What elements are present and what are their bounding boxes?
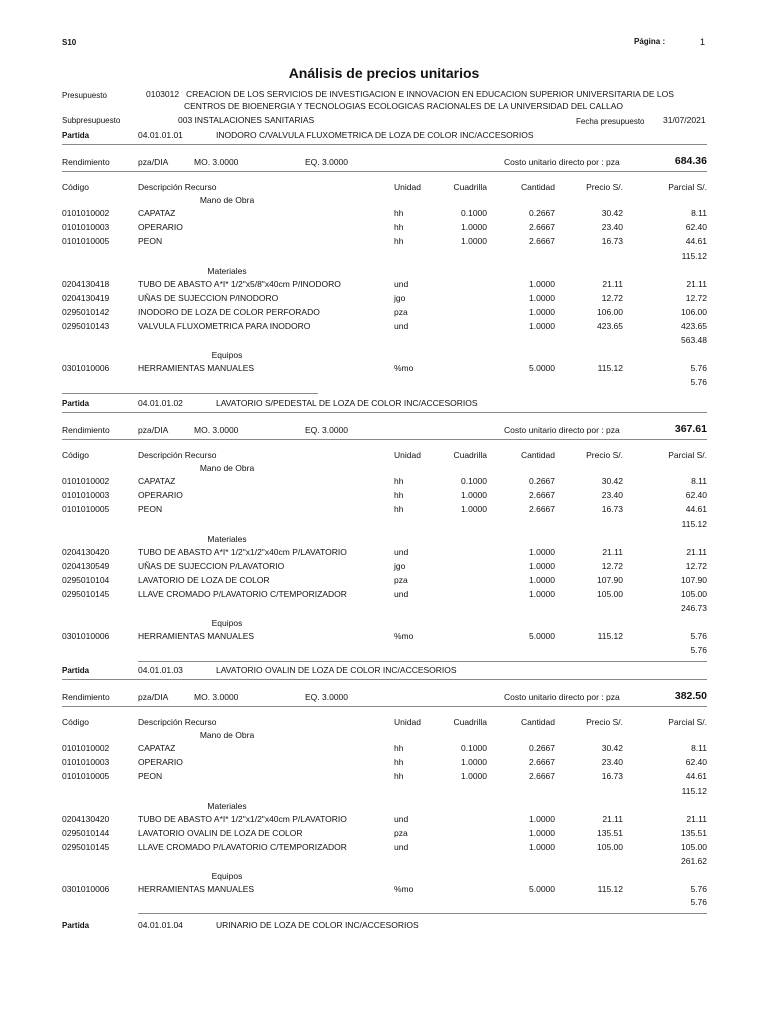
- partida-3-mat-row-3-description: LLAVE CROMADO P/LAVATORIO C/TEMPORIZADOR: [138, 842, 347, 852]
- partida-3-mat-row-3-code: 0295010145: [62, 842, 110, 852]
- partida-1-mo-row-2-unit: hh: [394, 222, 404, 233]
- partida-1-mo-row-3-cuadrilla: 1.0000: [461, 236, 487, 247]
- partida-2-mano-obra-title: Mano de Obra: [199, 463, 255, 473]
- partida-1-mat-row-1-code: 0204130418: [62, 278, 110, 289]
- partida-2-mo-row-3-cantidad: 2.6667: [529, 504, 555, 515]
- software-label: S10: [62, 38, 77, 47]
- partida-4-label: Partida: [62, 921, 90, 930]
- partida-3-mo-row-1-parcial: 8.11: [691, 743, 707, 753]
- partida-1-mo-row-1-description: CAPATAZ: [138, 208, 176, 218]
- partida-1-mat-row-2-parcial: 12.72: [685, 292, 707, 303]
- partida-3-mat-subtotal: 261.62: [681, 856, 707, 867]
- partida-3-eq-row-1-unit: %mo: [394, 884, 414, 895]
- partida-1-mat-row-4-precio: 423.65: [597, 321, 623, 332]
- partida-3-separator: [62, 679, 707, 680]
- partida-2-mo-row-2-precio: 23.40: [601, 490, 623, 501]
- partida-1-eq-row-1-code: 0301010006: [62, 363, 110, 374]
- partida-3-col-descripcion: Descripción Recurso: [138, 717, 217, 727]
- partida-1-col-unidad: Unidad: [394, 182, 421, 192]
- partida-1-end-separator: [62, 393, 318, 394]
- partida-1-mat-row-4-parcial: 423.65: [681, 321, 707, 332]
- partida-3-mat-row-2-description: LAVATORIO OVALIN DE LOZA DE COLOR: [138, 827, 303, 838]
- partida-2-mat-row-4-cantidad: 1.0000: [529, 589, 555, 600]
- page-label: Página :: [634, 37, 666, 46]
- partida-2-mat-row-3-cantidad: 1.0000: [529, 575, 555, 585]
- partida-2-eq-row-1-parcial: 5.76: [690, 631, 707, 642]
- partida-2-eq: EQ. 3.0000: [305, 425, 349, 435]
- partida-1-description: INODORO C/VALVULA FLUXOMETRICA DE LOZA DE COLOR INC/ACCESORIOS: [216, 130, 534, 140]
- partida-3-mo-row-2-parcial: 62.40: [685, 757, 707, 768]
- partida-2-mat-row-1-precio: 21.11: [602, 546, 623, 557]
- partida-2-mat-row-1-unit: und: [394, 546, 409, 557]
- partida-2-mat-row-4-code: 0295010145: [62, 589, 110, 600]
- partida-2-mat-row-4-description: LLAVE CROMADO P/LAVATORIO C/TEMPORIZADOR: [138, 589, 347, 600]
- partida-1-col-parcial: Parcial S/.: [668, 182, 707, 192]
- partida-1-mo-row-1-precio: 30.42: [601, 208, 623, 218]
- partida-3-description: LAVATORIO OVALIN DE LOZA DE COLOR INC/ACCESORIOS: [216, 665, 457, 675]
- partida-1-eq-row-1-precio: 115.12: [597, 363, 623, 374]
- subpresupuesto-value: 003 INSTALACIONES SANITARIAS: [178, 115, 315, 125]
- partida-1-mat-row-1-parcial: 21.11: [686, 278, 707, 289]
- partida-3-mo-row-2-unit: hh: [394, 757, 404, 768]
- partida-2-mo-row-1-parcial: 8.11: [691, 476, 707, 486]
- partida-1-separator: [62, 144, 707, 145]
- partida-1-mo-row-3-parcial: 44.61: [685, 236, 707, 247]
- partida-2-mat-row-3-precio: 107.90: [597, 575, 623, 585]
- partida-3-col-unidad: Unidad: [394, 717, 421, 727]
- partida-3-mat-row-1-parcial: 21.11: [686, 813, 707, 824]
- partida-2-mo-row-1-cantidad: 0.2667: [529, 476, 555, 486]
- partida-1-mat-row-3-unit: pza: [394, 307, 408, 317]
- partida-2-mo-row-3-cuadrilla: 1.0000: [461, 504, 487, 515]
- partida-2-mo-row-1-code: 0101010002: [62, 476, 110, 486]
- partida-2-col-codigo: Código: [62, 450, 89, 460]
- presupuesto-code: 0103012: [146, 89, 180, 99]
- partida-2-mat-row-3-description: LAVATORIO DE LOZA DE COLOR: [138, 575, 270, 585]
- partida-3-mo-row-2-precio: 23.40: [601, 757, 623, 768]
- partida-1-eq-subtotal: 5.76: [690, 376, 707, 387]
- partida-1-costo-label: Costo unitario directo por : pza: [504, 157, 620, 167]
- partida-3-mo-row-2-code: 0101010003: [62, 757, 110, 768]
- partida-2-mo-row-2-description: OPERARIO: [138, 490, 183, 501]
- partida-2-mat-row-1-parcial: 21.11: [686, 546, 707, 557]
- partida-2-mo-row-1-precio: 30.42: [601, 476, 623, 486]
- presupuesto-line-2: CENTROS DE BIOENERGIA Y TECNOLOGIAS ECOLOGICAS RACIONALES DE LA UNIVERSIDAD DEL CALLAO: [184, 101, 623, 111]
- partida-1-mo-row-3-unit: hh: [394, 236, 404, 247]
- partida-3-end-separator: [138, 913, 707, 914]
- partida-2-mat-row-1-cantidad: 1.0000: [529, 546, 555, 557]
- partida-1-mat-row-2-code: 0204130419: [62, 292, 110, 303]
- partida-2-col-descripcion: Descripción Recurso: [138, 450, 217, 460]
- partida-2-mat-row-3-code: 0295010104: [62, 575, 110, 585]
- partida-1-mat-row-3-description: INODORO DE LOZA DE COLOR PERFORADO: [138, 307, 320, 317]
- partida-3-mat-row-2-parcial: 135.51: [681, 827, 707, 838]
- partida-3-mat-row-2-unit: pza: [394, 827, 408, 838]
- partida-2-mo-subtotal: 115.12: [681, 518, 707, 529]
- partida-1-mo-row-2-cantidad: 2.6667: [529, 222, 555, 233]
- partida-1-mat-subtotal: 563.48: [681, 335, 707, 346]
- partida-3-eq-row-1-description: HERRAMIENTAS MANUALES: [138, 884, 255, 895]
- partida-3-mat-row-2-precio: 135.51: [597, 827, 623, 838]
- partida-1-mat-row-4-code: 0295010143: [62, 321, 110, 332]
- partida-1-mat-row-2-description: UÑAS DE SUJECCION P/INODORO: [138, 292, 279, 303]
- partida-1-mo-row-3-precio: 16.73: [601, 236, 623, 247]
- partida-2-code: 04.01.01.02: [138, 398, 183, 408]
- partida-1-materiales-title: Materiales: [207, 265, 247, 276]
- partida-2-description: LAVATORIO S/PEDESTAL DE LOZA DE COLOR INC/ACCESORIOS: [216, 398, 478, 408]
- partida-3-mat-row-2-cantidad: 1.0000: [529, 827, 555, 838]
- partida-2-mat-row-2-parcial: 12.72: [685, 560, 707, 571]
- partida-1-col-precio: Precio S/.: [586, 182, 623, 192]
- partida-1-mat-row-3-cantidad: 1.0000: [529, 307, 555, 317]
- partida-2-mo-row-3-precio: 16.73: [601, 504, 623, 515]
- partida-3-mat-row-3-precio: 105.00: [597, 842, 623, 852]
- partida-2-separator: [62, 412, 707, 413]
- partida-3-mo-row-2-cantidad: 2.6667: [529, 757, 555, 768]
- partida-3-rend-separator: [62, 706, 707, 707]
- partida-2-mo-row-2-cantidad: 2.6667: [529, 490, 555, 501]
- partida-2-costo-value: 367.61: [674, 423, 707, 435]
- partida-1-mat-row-1-cantidad: 1.0000: [529, 278, 555, 289]
- partida-2-mo-row-2-code: 0101010003: [62, 490, 110, 501]
- partida-3-mo-row-2-description: OPERARIO: [138, 757, 183, 768]
- partida-2-equipos-title: Equipos: [211, 618, 243, 629]
- partida-2-rend-separator: [62, 439, 707, 440]
- partida-2-mo-row-1-unit: hh: [394, 476, 404, 486]
- partida-3-rendimiento-label: Rendimiento: [62, 692, 110, 702]
- partida-2-mat-row-2-cantidad: 1.0000: [529, 560, 555, 571]
- partida-1-mat-row-2-unit: jgo: [394, 292, 406, 303]
- partida-3-mat-row-2-code: 0295010144: [62, 827, 110, 838]
- partida-3-rendimiento-unit: pza/DIA: [138, 692, 169, 702]
- partida-2-eq-row-1-precio: 115.12: [597, 631, 623, 642]
- partida-1-mo-row-1-cantidad: 0.2667: [529, 208, 555, 218]
- partida-3-mat-row-1-precio: 21.11: [602, 813, 623, 824]
- partida-1-mat-row-1-unit: und: [394, 278, 409, 289]
- partida-3-mo-row-1-code: 0101010002: [62, 743, 110, 753]
- partida-1-mano-obra-title: Mano de Obra: [199, 195, 255, 205]
- partida-2-end-separator: [138, 661, 707, 662]
- partida-2-mat-row-4-precio: 105.00: [597, 589, 623, 600]
- partida-1-col-cuadrilla: Cuadrilla: [453, 182, 487, 192]
- partida-2-mat-row-2-code: 0204130549: [62, 560, 110, 571]
- partida-2-mo-row-3-code: 0101010005: [62, 504, 110, 515]
- page-number: 1: [700, 37, 706, 47]
- partida-1-mo-row-2-cuadrilla: 1.0000: [461, 222, 487, 233]
- partida-2-mo-row-1-cuadrilla: 0.1000: [461, 476, 487, 486]
- partida-3-mat-row-1-description: TUBO DE ABASTO A*I* 1/2"x1/2"x40cm P/LAVATORIO: [138, 813, 347, 824]
- partida-1-mat-row-2-precio: 12.72: [601, 292, 623, 303]
- partida-3-mo-row-3-cantidad: 2.6667: [529, 771, 555, 782]
- partida-2-mat-row-4-parcial: 105.00: [681, 589, 707, 600]
- partida-1-eq: EQ. 3.0000: [305, 157, 349, 167]
- partida-2-col-unidad: Unidad: [394, 450, 421, 460]
- partida-3-mo-row-3-description: PEON: [138, 771, 163, 782]
- partida-1-mo-subtotal: 115.12: [681, 250, 707, 261]
- partida-3-eq: EQ. 3.0000: [305, 692, 349, 702]
- partida-3-code: 04.01.01.03: [138, 665, 183, 675]
- partida-2-costo-label: Costo unitario directo por : pza: [504, 425, 620, 435]
- partida-3-mo-row-2-cuadrilla: 1.0000: [461, 757, 487, 768]
- partida-1-mo-row-2-parcial: 62.40: [685, 222, 707, 233]
- partida-1-mat-row-1-description: TUBO DE ABASTO A*I* 1/2"x5/8"x40cm P/INODORO: [138, 278, 341, 289]
- partida-2-mat-row-3-parcial: 107.90: [681, 575, 707, 585]
- partida-2-mo-row-2-parcial: 62.40: [685, 490, 707, 501]
- partida-1-eq-row-1-description: HERRAMIENTAS MANUALES: [138, 363, 255, 374]
- fecha-value: 31/07/2021: [663, 115, 706, 125]
- partida-3-eq-row-1-parcial: 5.76: [690, 884, 707, 895]
- partida-1-col-descripcion: Descripción Recurso: [138, 182, 217, 192]
- partida-1-mat-row-3-parcial: 106.00: [681, 307, 707, 317]
- partida-3-col-cantidad: Cantidad: [520, 717, 555, 727]
- partida-3-mo-row-1-precio: 30.42: [601, 743, 623, 753]
- partida-3-mo-row-1-cuadrilla: 0.1000: [461, 743, 487, 753]
- presupuesto-label: Presupuesto: [62, 91, 107, 100]
- partida-3-equipos-title: Equipos: [211, 871, 243, 882]
- partida-1-mo-row-1-cuadrilla: 0.1000: [461, 208, 487, 218]
- partida-1-mo-row-2-description: OPERARIO: [138, 222, 183, 233]
- partida-2-mat-subtotal: 246.73: [681, 603, 707, 614]
- partida-1-eq-row-1-cantidad: 5.0000: [529, 363, 555, 374]
- partida-3-mano-obra-title: Mano de Obra: [199, 730, 255, 740]
- partida-1-mat-row-4-cantidad: 1.0000: [529, 321, 555, 332]
- partida-3-mo-row-3-precio: 16.73: [601, 771, 623, 782]
- partida-1-mat-row-3-precio: 106.00: [597, 307, 623, 317]
- partida-2-mat-row-1-description: TUBO DE ABASTO A*I* 1/2"x1/2"x40cm P/LAVATORIO: [138, 546, 347, 557]
- partida-1-eq-row-1-unit: %mo: [394, 363, 414, 374]
- partida-2-mat-row-2-precio: 12.72: [601, 560, 623, 571]
- partida-1-costo-value: 684.36: [674, 155, 707, 167]
- partida-1-rendimiento-label: Rendimiento: [62, 157, 110, 167]
- partida-3-mat-row-3-cantidad: 1.0000: [529, 842, 555, 852]
- partida-3-mat-row-1-cantidad: 1.0000: [529, 813, 555, 824]
- partida-3-eq-row-1-code: 0301010006: [62, 884, 110, 895]
- partida-3-mo-row-1-cantidad: 0.2667: [529, 743, 555, 753]
- partida-3-mo-row-3-code: 0101010005: [62, 771, 110, 782]
- subpresupuesto-label: Subpresupuesto: [62, 116, 121, 125]
- partida-3-mo-row-3-parcial: 44.61: [685, 771, 707, 782]
- partida-1-mo-row-1-parcial: 8.11: [691, 208, 707, 218]
- partida-1-col-codigo: Código: [62, 182, 89, 192]
- partida-2-col-precio: Precio S/.: [586, 450, 623, 460]
- partida-1-mat-row-3-code: 0295010142: [62, 307, 110, 317]
- partida-1-mo-row-1-code: 0101010002: [62, 208, 110, 218]
- partida-2-mat-row-2-unit: jgo: [394, 560, 406, 571]
- partida-2-eq-row-1-code: 0301010006: [62, 631, 110, 642]
- partida-2-eq-row-1-cantidad: 5.0000: [529, 631, 555, 642]
- partida-1-mat-row-2-cantidad: 1.0000: [529, 292, 555, 303]
- partida-3-col-codigo: Código: [62, 717, 89, 727]
- partida-2-col-cantidad: Cantidad: [520, 450, 555, 460]
- partida-2-eq-row-1-unit: %mo: [394, 631, 414, 642]
- partida-1-col-cantidad: Cantidad: [520, 182, 555, 192]
- partida-2-rendimiento-label: Rendimiento: [62, 425, 110, 435]
- partida-3-mat-row-1-unit: und: [394, 813, 409, 824]
- partida-2-mo-row-3-parcial: 44.61: [685, 504, 707, 515]
- partida-2-rendimiento-unit: pza/DIA: [138, 425, 169, 435]
- partida-2-mo-row-3-description: PEON: [138, 504, 163, 515]
- presupuesto-line-1: CREACION DE LOS SERVICIOS DE INVESTIGACION E INNOVACION EN EDUCACION SUPERIOR UNIVERSITARIA DE LOS: [186, 89, 674, 99]
- partida-1-mat-row-1-precio: 21.11: [602, 278, 623, 289]
- partida-2-mo: MO. 3.0000: [194, 425, 239, 435]
- partida-3-col-precio: Precio S/.: [586, 717, 623, 727]
- partida-2-mat-row-3-unit: pza: [394, 575, 408, 585]
- partida-1-label: Partida: [62, 131, 90, 140]
- partida-1-mo-row-2-precio: 23.40: [601, 222, 623, 233]
- partida-3-mo-row-1-description: CAPATAZ: [138, 743, 176, 753]
- partida-2-col-parcial: Parcial S/.: [668, 450, 707, 460]
- partida-3-eq-subtotal: 5.76: [690, 897, 707, 908]
- partida-1-mo-row-3-description: PEON: [138, 236, 163, 247]
- partida-2-mo-row-1-description: CAPATAZ: [138, 476, 176, 486]
- partida-1-rendimiento-unit: pza/DIA: [138, 157, 169, 167]
- partida-1-code: 04.01.01.01: [138, 130, 183, 140]
- partida-1-mo-row-2-code: 0101010003: [62, 222, 110, 233]
- partida-1-mat-row-4-unit: und: [394, 321, 409, 332]
- fecha-label: Fecha presupuesto: [576, 117, 645, 126]
- partida-3-mat-row-1-code: 0204130420: [62, 813, 110, 824]
- partida-3-costo-value: 382.50: [674, 690, 707, 702]
- partida-2-label: Partida: [62, 399, 90, 408]
- partida-2-eq-row-1-description: HERRAMIENTAS MANUALES: [138, 631, 255, 642]
- partida-2-materiales-title: Materiales: [207, 533, 247, 544]
- partida-3-materiales-title: Materiales: [207, 800, 247, 811]
- partida-3-mo-row-3-unit: hh: [394, 771, 404, 782]
- partida-3-mo: MO. 3.0000: [194, 692, 239, 702]
- partida-2-col-cuadrilla: Cuadrilla: [453, 450, 487, 460]
- partida-1-mo-row-1-unit: hh: [394, 208, 404, 218]
- partida-2-mo-row-2-unit: hh: [394, 490, 404, 501]
- partida-3-costo-label: Costo unitario directo por : pza: [504, 692, 620, 702]
- partida-3-col-cuadrilla: Cuadrilla: [453, 717, 487, 727]
- partida-3-mo-row-3-cuadrilla: 1.0000: [461, 771, 487, 782]
- partida-4-description: URINARIO DE LOZA DE COLOR INC/ACCESORIOS: [216, 920, 419, 930]
- partida-3-mo-row-1-unit: hh: [394, 743, 404, 753]
- partida-3-mat-row-3-unit: und: [394, 842, 409, 852]
- partida-1-mat-row-4-description: VALVULA FLUXOMETRICA PARA INODORO: [138, 321, 311, 332]
- partida-3-eq-row-1-cantidad: 5.0000: [529, 884, 555, 895]
- partida-1-mo: MO. 3.0000: [194, 157, 239, 167]
- partida-2-mat-row-4-unit: und: [394, 589, 409, 600]
- partida-2-mo-row-2-cuadrilla: 1.0000: [461, 490, 487, 501]
- partida-1-eq-row-1-parcial: 5.76: [690, 363, 707, 374]
- partida-1-rend-separator: [62, 171, 707, 172]
- partida-3-label: Partida: [62, 666, 90, 675]
- partida-1-equipos-title: Equipos: [211, 350, 243, 361]
- partida-4-code: 04.01.01.04: [138, 920, 183, 930]
- partida-3-col-parcial: Parcial S/.: [668, 717, 707, 727]
- partida-2-mo-row-3-unit: hh: [394, 504, 404, 515]
- partida-2-mat-row-2-description: UÑAS DE SUJECCION P/LAVATORIO: [138, 560, 285, 571]
- partida-2-mat-row-1-code: 0204130420: [62, 546, 110, 557]
- partida-3-mo-subtotal: 115.12: [681, 785, 707, 796]
- partida-2-eq-subtotal: 5.76: [690, 644, 707, 655]
- partida-3-eq-row-1-precio: 115.12: [597, 884, 623, 895]
- page-title: Análisis de precios unitarios: [288, 65, 480, 81]
- partida-1-mo-row-3-code: 0101010005: [62, 236, 110, 247]
- partida-3-mat-row-3-parcial: 105.00: [681, 842, 707, 852]
- partida-1-mo-row-3-cantidad: 2.6667: [529, 236, 555, 247]
